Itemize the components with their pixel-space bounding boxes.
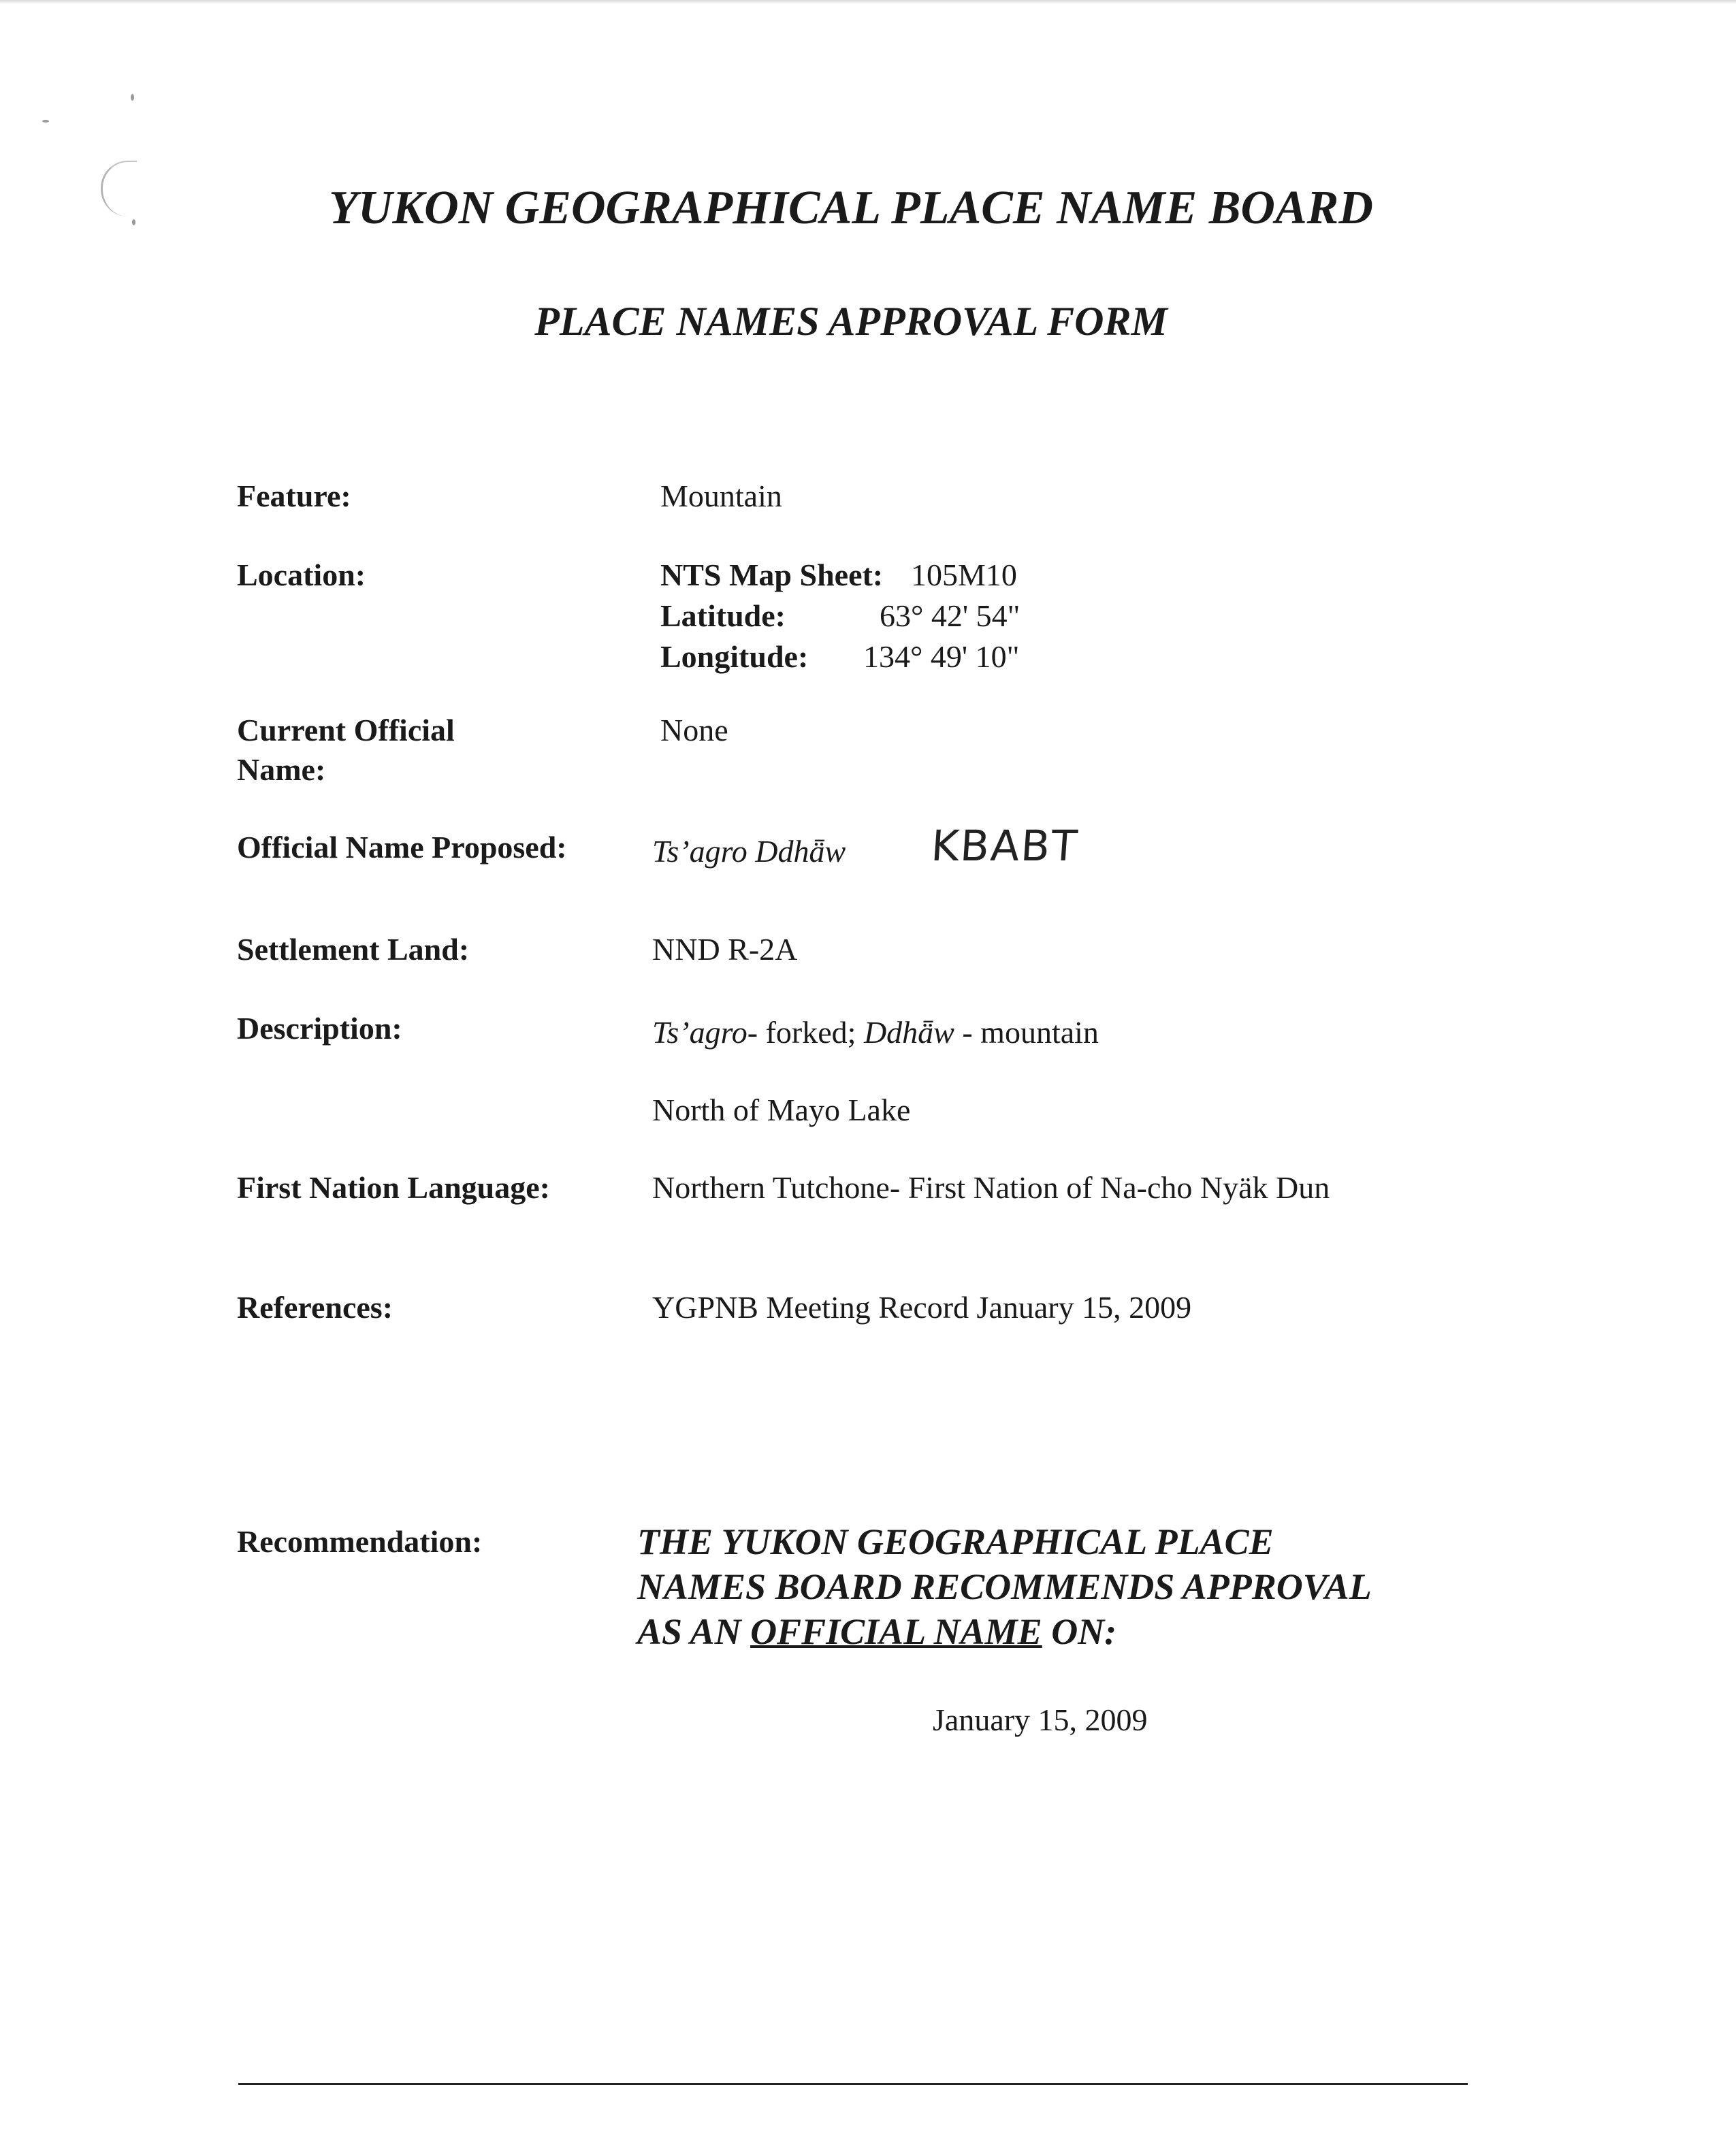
location-label: Location:	[237, 557, 366, 592]
feature-value: Mountain	[660, 479, 782, 513]
longitude-value: 134° 49' 10"	[863, 639, 1020, 674]
location-block	[660, 557, 1069, 679]
nts-map-sheet-value: 105M10	[911, 557, 1017, 592]
current-official-name-value: None	[660, 713, 728, 747]
description-term-1: Ts’agro-	[652, 1015, 758, 1050]
official-name-underlined: OFFICIAL NAME	[750, 1611, 1042, 1652]
description-location-note: North of Mayo Lake	[652, 1093, 911, 1127]
settlement-land-label: Settlement Land:	[237, 932, 470, 967]
scan-top-edge	[0, 0, 1736, 4]
recommendation-line-3-prefix: AS AN	[637, 1611, 751, 1652]
scan-speck	[42, 120, 49, 123]
current-official-name-label-line1: Current Official	[237, 713, 455, 747]
description-meaning-2: - mountain	[954, 1015, 1099, 1050]
recommendation-line-3-suffix: ON:	[1042, 1611, 1117, 1652]
first-nation-language-value: Northern Tutchone- First Nation of Na-cho Nyäk Dun	[652, 1170, 1330, 1205]
description-value	[652, 1014, 1099, 1050]
official-name-proposed-label: Official Name Proposed:	[237, 830, 567, 864]
current-official-name-label-line2: Name:	[237, 752, 326, 787]
recommendation-line-2: NAMES BOARD RECOMMENDS APPROVAL	[637, 1566, 1372, 1607]
nts-map-sheet-label: NTS Map Sheet:	[660, 557, 884, 592]
recommendation-line-1: THE YUKON GEOGRAPHICAL PLACE	[637, 1521, 1274, 1562]
recommendation-label: Recommendation:	[237, 1524, 483, 1559]
longitude-label: Longitude:	[660, 639, 809, 674]
page-title: YUKON GEOGRAPHICAL PLACE NAME BOARD	[329, 182, 1373, 234]
recommendation-statement	[637, 1519, 1495, 1654]
scan-speck	[131, 94, 134, 101]
first-nation-language-label: First Nation Language:	[237, 1170, 550, 1205]
references-label: References:	[237, 1290, 393, 1325]
recommendation-date: January 15, 2009	[933, 1702, 1148, 1737]
references-value: YGPNB Meeting Record January 15, 2009	[652, 1290, 1192, 1325]
description-meaning-1: forked;	[758, 1015, 864, 1050]
feature-label: Feature:	[237, 479, 351, 513]
latitude-value: 63° 42' 54"	[880, 598, 1020, 633]
latitude-label: Latitude:	[660, 598, 786, 633]
settlement-land-value: NND R-2A	[652, 932, 798, 967]
description-label: Description:	[237, 1011, 402, 1046]
official-name-proposed-value: Ts’agro Ddhǟw	[652, 834, 846, 869]
form-subtitle: PLACE NAMES APPROVAL FORM	[534, 299, 1168, 344]
recommendation-line-3	[637, 1609, 1495, 1654]
description-term-2: Ddhǟw	[863, 1015, 954, 1050]
bottom-divider	[238, 2083, 1468, 2085]
handwritten-code: KBABT	[929, 821, 1080, 871]
